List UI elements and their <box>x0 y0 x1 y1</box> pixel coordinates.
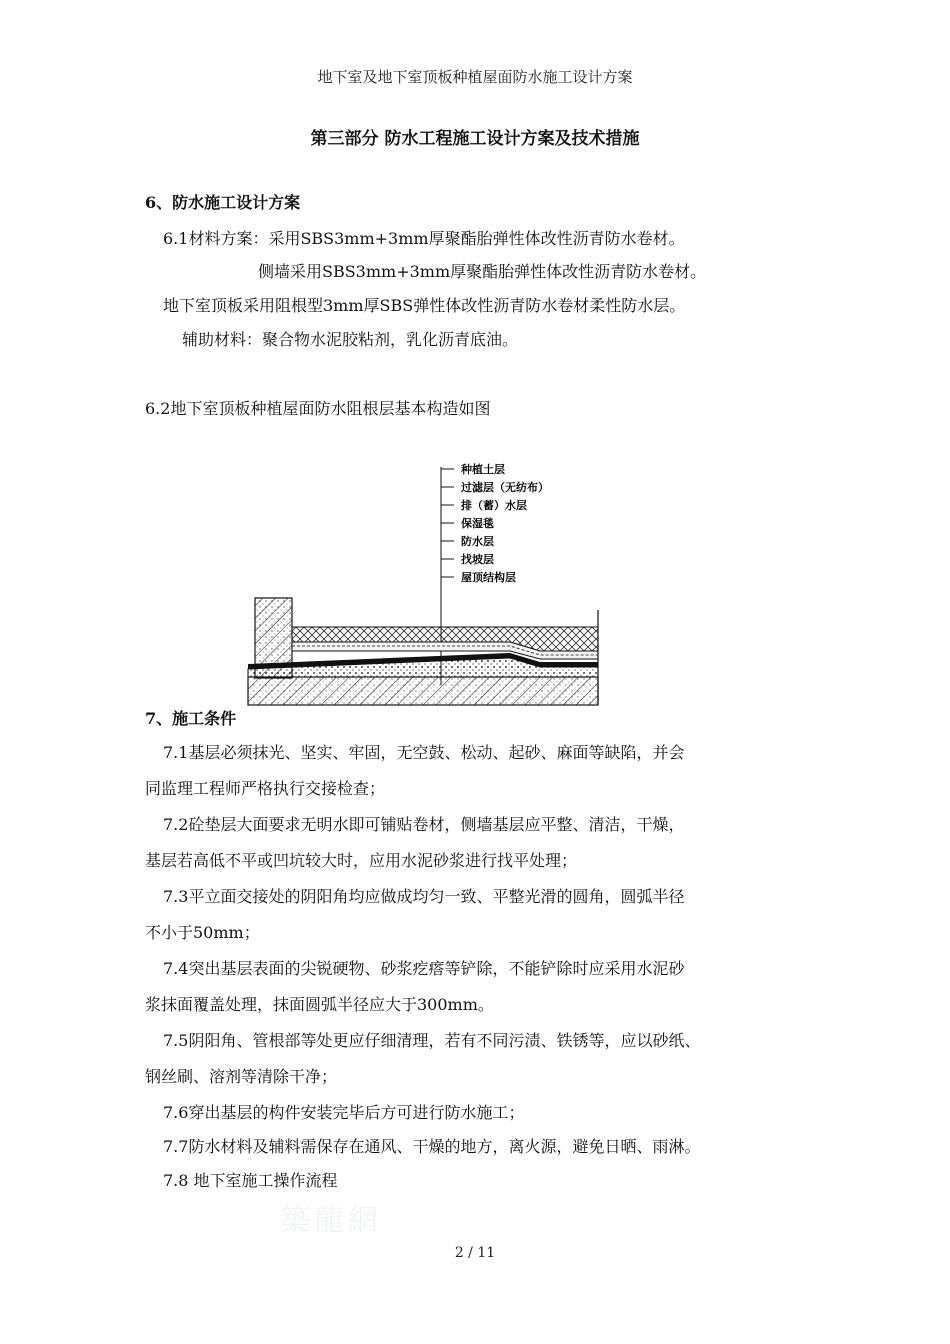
layer-label <box>441 498 527 512</box>
layer-label <box>441 534 494 548</box>
watermark: 築龍網 <box>280 1203 382 1238</box>
svg-text:排（蓄）水层: 排（蓄）水层 <box>461 499 527 512</box>
text-line: 不小于50mm； <box>145 923 260 942</box>
svg-text:种植土层: 种植土层 <box>461 463 505 476</box>
text-line: 钢丝刷、溶剂等清除干净； <box>145 1067 338 1086</box>
layer-label <box>441 552 494 566</box>
subsection-heading: 6.2地下室顶板种植屋面防水阻根层基本构造如图 <box>145 399 491 418</box>
text-line: 7.8 地下室施工操作流程 <box>163 1171 338 1190</box>
text-line: 地下室顶板采用阻根型3mm厚SBS弹性体改性沥青防水卷材柔性防水层。 <box>163 296 686 315</box>
part-title: 第三部分 防水工程施工设计方案及技术措施 <box>310 129 640 149</box>
layer-label <box>441 570 516 584</box>
page-header: 地下室及地下室顶板种植屋面防水施工设计方案 <box>317 68 633 86</box>
text-line: 7.4突出基层表面的尖锐硬物、砂浆疙瘩等铲除，不能铲除时应采用水泥砂 <box>163 959 685 978</box>
text-line: 辅助材料：聚合物水泥胶粘剂，乳化沥青底油。 <box>182 330 519 349</box>
layer-label <box>441 462 505 476</box>
text-line: 同监理工程师严格执行交接检查； <box>145 779 386 798</box>
text-line: 7.6穿出基层的构件安装完毕后方可进行防水施工； <box>163 1103 525 1122</box>
text-line: 6.1材料方案：采用SBS3mm+3mm厚聚酯胎弹性体改性沥青防水卷材。 <box>163 229 685 248</box>
svg-text:过滤层（无纺布）: 过滤层（无纺布） <box>461 481 549 494</box>
section-6-heading: 6、防水施工设计方案 <box>145 193 301 212</box>
text-line: 7.5阴阳角、管根部等处更应仔细清理，若有不同污渍、铁锈等，应以砂纸、 <box>163 1031 701 1050</box>
text-line: 7.1基层必须抹光、坚实、牢固，无空鼓、松动、起砂、麻面等缺陷，并会 <box>163 743 685 762</box>
svg-text:屋顶结构层: 屋顶结构层 <box>461 571 516 584</box>
text-line: 7.7防水材料及辅料需保存在通风、干燥的地方，离火源，避免日晒、雨淋。 <box>163 1137 701 1156</box>
page-number: 2 / 11 <box>454 1245 496 1261</box>
section-7-heading: 7、施工条件 <box>145 709 237 728</box>
text-line: 基层若高低不平或凹坑较大时，应用水泥砂浆进行找平处理； <box>145 851 578 870</box>
svg-text:找坡层: 找坡层 <box>461 553 494 566</box>
layer-label <box>441 480 549 494</box>
layer-label <box>441 516 494 530</box>
text-line: 7.2砼垫层大面要求无明水即可铺贴卷材，侧墙基层应平整、清洁，干燥， <box>163 815 685 834</box>
svg-text:防水层: 防水层 <box>461 535 494 548</box>
text-line: 7.3平立面交接处的阴阳角均应做成均匀一致、平整光滑的圆角，圆弧半径 <box>163 887 685 906</box>
text-line: 浆抹面覆盖处理，抹面圆弧半径应大于300mm。 <box>145 995 494 1014</box>
svg-text:保湿毯: 保湿毯 <box>461 517 494 530</box>
text-line: 侧墙采用SBS3mm+3mm厚聚酯胎弹性体改性沥青防水卷材。 <box>258 262 707 281</box>
roof-construction-diagram <box>240 455 610 710</box>
